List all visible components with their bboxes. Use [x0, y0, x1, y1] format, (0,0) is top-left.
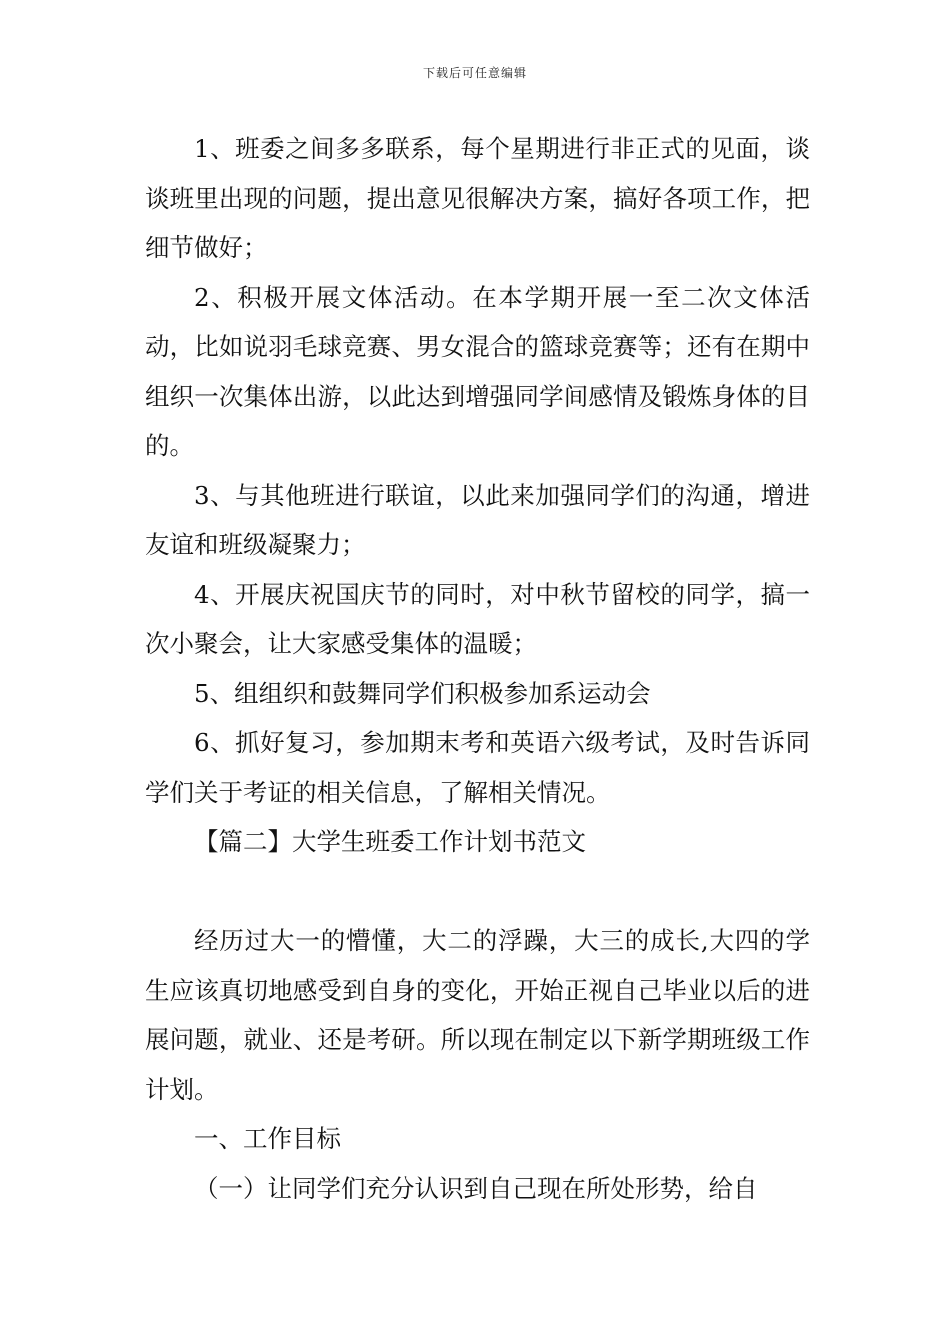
blank-line — [145, 867, 810, 917]
goal-item-1: （一）让同学们充分认识到自己现在所处形势，给自 — [194, 1173, 758, 1203]
paragraph-item-3: 3、与其他班进行联谊，以此来加强同学们的沟通，增进友谊和班级凝聚力； — [145, 480, 810, 559]
header-note: 下载后可任意编辑 — [422, 66, 527, 80]
paragraph-item-5: 5、组组织和鼓舞同学们积极参加系运动会 — [194, 678, 651, 708]
paragraph-item-4: 4、开展庆祝国庆节的同时，对中秋节留校的同学，搞一次小聚会，让大家感受集体的温暖； — [145, 579, 810, 658]
paragraph-item-2: 2、积极开展文体活动。在本学期开展一至二次文体活动，比如说羽毛球竞赛、男女混合的篮球竞赛等；还有在期中组织一次集体出游，以此达到增强同学间感情及锻炼身体的目的。 — [145, 282, 810, 460]
subheading-goals: 一、工作目标 — [194, 1124, 341, 1153]
document-body — [145, 124, 810, 1213]
section-heading: 【篇二】大学生班委工作计划书范文 — [194, 827, 586, 856]
paragraph-item-1: 1、班委之间多多联系，每个星期进行非正式的见面，谈谈班里出现的问题，提出意见很解决方案，搞好各项工作，把细节做好； — [145, 134, 810, 262]
paragraph-item-6: 6、抓好复习，参加期末考和英语六级考试，及时告诉同学们关于考证的相关信息，了解相关情况。 — [145, 728, 810, 807]
intro-paragraph: 经历过大一的懵懂，大二的浮躁，大三的成长,大四的学生应该真切地感受到自身的变化，开始正视自己毕业以后的进展问题，就业、还是考研。所以现在制定以下新学期班级工作计划。 — [145, 926, 810, 1104]
